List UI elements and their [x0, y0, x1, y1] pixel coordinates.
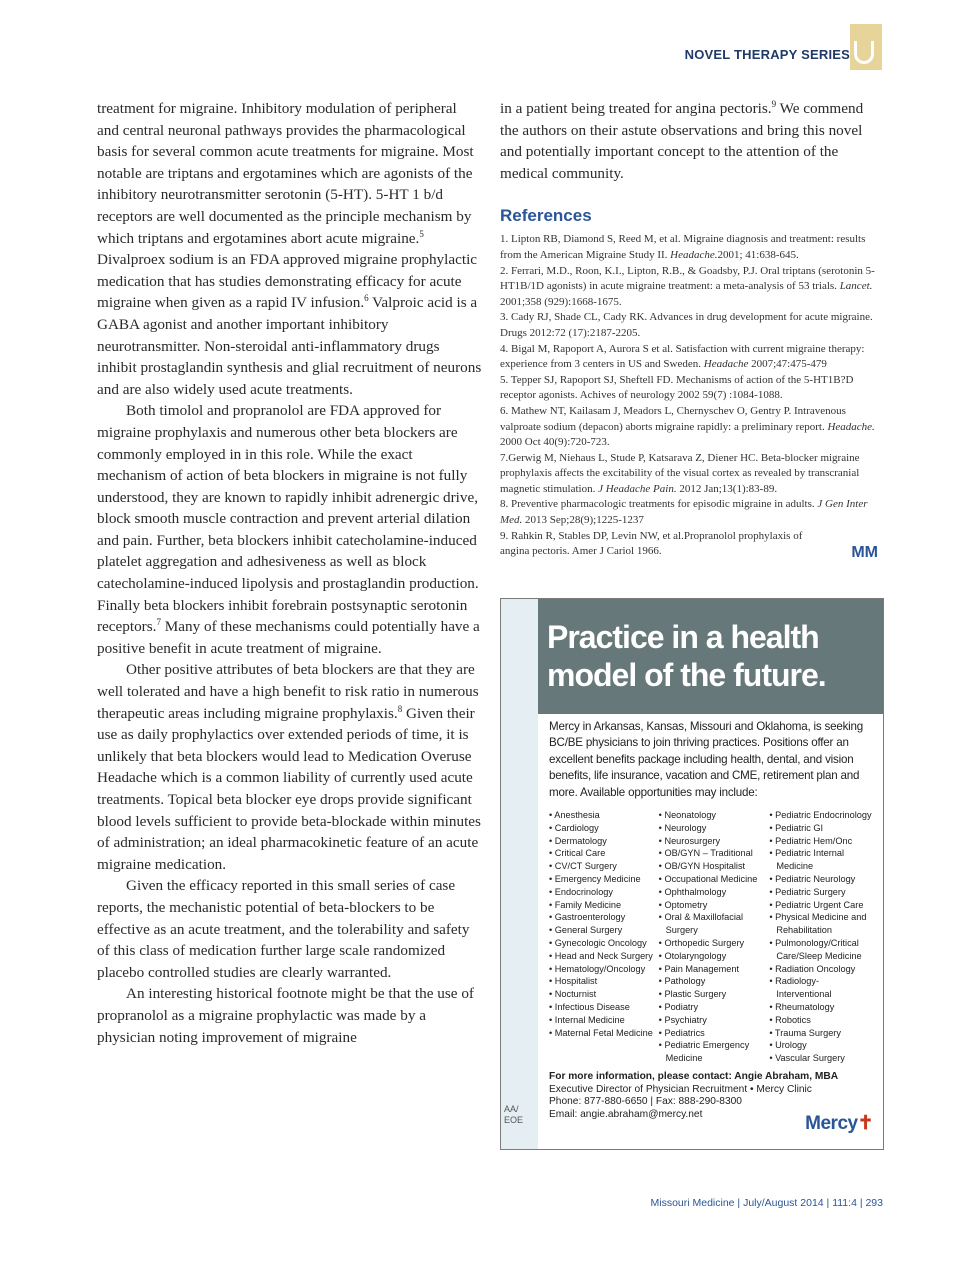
specialty-label: Trauma Surgery	[774, 1027, 841, 1038]
bullet-icon: •	[658, 861, 665, 872]
specialty-label: Psychiatry	[664, 1014, 707, 1025]
specialty-item	[549, 835, 659, 848]
specialty-item	[659, 886, 770, 899]
specialty-item	[549, 1014, 659, 1027]
reference-item: 5. Tepper SJ, Rapoport SJ, Sheftell FD. Mechanisms of action of the 5-HT1B?D receptor agonists. Achives of neurology 2002 59(7) :1084-1088.	[500, 373, 854, 402]
bullet-icon: •	[658, 989, 665, 1000]
specialty-item	[769, 975, 875, 1001]
bullet-icon: •	[769, 1014, 776, 1025]
bullet-icon: •	[658, 950, 665, 961]
specialty-item	[769, 847, 875, 873]
bullet-icon: •	[549, 848, 555, 859]
specialty-item	[659, 847, 770, 860]
ad-sidebar	[501, 599, 538, 1149]
specialty-label: Dermatology	[554, 835, 607, 846]
specialty-label: Pathology	[664, 976, 706, 987]
bullet-icon: •	[549, 874, 555, 885]
specialty-label: OB/GYN – Traditional	[664, 848, 753, 859]
specialty-label: General Surgery	[554, 925, 623, 936]
specialty-item	[549, 988, 659, 1001]
specialty-item	[769, 873, 875, 886]
specialty-item	[659, 937, 770, 950]
page-footer: Missouri Medicine | July/August 2014 | 111:4 | 293	[650, 1197, 883, 1209]
specialty-label: Cardiology	[554, 822, 599, 833]
specialty-label: Plastic Surgery	[664, 989, 727, 1000]
bullet-icon: •	[549, 1001, 555, 1012]
specialty-item	[549, 847, 659, 860]
specialty-label: Neurology	[664, 822, 707, 833]
specialty-label: Pediatric Emergency Medicine	[664, 1040, 750, 1064]
specialty-item	[769, 1052, 875, 1065]
left-column	[97, 98, 482, 1048]
specialty-column-1	[549, 809, 659, 1065]
bullet-icon: •	[769, 963, 776, 974]
bullet-icon: •	[658, 810, 665, 821]
specialty-item	[769, 899, 875, 912]
bullet-icon: •	[658, 938, 665, 948]
bullet-icon: •	[549, 899, 555, 910]
bullet-icon: •	[658, 1027, 665, 1038]
mercy-cross-icon: ✝	[857, 1113, 873, 1134]
bullet-icon: •	[658, 912, 665, 923]
bullet-icon: •	[658, 1001, 665, 1012]
specialty-item	[659, 1014, 770, 1027]
specialty-label: Neonatology	[664, 810, 717, 821]
specialty-item	[659, 835, 770, 848]
specialty-label: Family Medicine	[554, 899, 622, 910]
specialty-label: Radiation Oncology	[775, 963, 856, 974]
contact-heading: For more information, please contact: Angie Abraham, MBA	[549, 1070, 839, 1082]
specialty-item	[549, 950, 659, 963]
specialty-item	[659, 975, 770, 988]
specialty-item	[549, 1027, 659, 1040]
specialty-item	[659, 873, 770, 886]
specialty-label: Radiology- Interventional	[775, 976, 832, 1000]
specialty-label: Podiatry	[664, 1001, 699, 1012]
specialty-label: Vascular Surgery	[775, 1053, 845, 1064]
specialty-item	[659, 822, 770, 835]
bullet-icon: •	[549, 861, 555, 872]
bullet-icon: •	[769, 938, 776, 948]
bullet-icon: •	[769, 1053, 776, 1064]
specialty-label: Pain Management	[664, 963, 740, 974]
ad-intro: Mercy in Arkansas, Kansas, Missouri and Oklahoma, is seeking BC/BE physicians to join thriving practices. Positions offer an excellent benefits package including health, dental, and vision benefits, life insurance, vacation and CME, retirement plan and more. Available opportunities may include:	[549, 720, 864, 799]
specialty-label: Neurosurgery	[664, 835, 721, 846]
specialty-label: Pulmonology/Critical Care/Sleep Medicine	[775, 938, 862, 961]
specialty-item	[769, 963, 875, 976]
bullet-icon: •	[549, 835, 555, 846]
specialty-label: Optometry	[664, 899, 708, 910]
reference-item: 3. Cady RJ, Shade CL, Cady RK. Advances in drug development for acute migraine. Drugs 2012:72 (17):2187-2205.	[500, 311, 873, 339]
specialty-label: Anesthesia	[554, 810, 600, 821]
reference-item: 8. Preventive pharmacologic treatments for episodic migraine in adults. J Gen Inter Med. 2013 Sep;28(9);1225-1237	[500, 498, 868, 527]
paragraph-5: An interesting historical footnote might be that the use of propranolol as a migraine prophylactic was made by a physician noting improvement of migraine	[97, 985, 474, 1046]
specialty-label: Physical Medicine and Rehabilitation	[775, 912, 867, 936]
specialty-label: Endocrinology	[554, 886, 614, 897]
specialty-label: Infectious Disease	[554, 1001, 630, 1012]
bullet-icon: •	[549, 963, 555, 974]
bullet-icon: •	[769, 886, 776, 897]
specialty-label: Orthopedic Surgery	[664, 938, 745, 948]
specialty-item	[769, 886, 875, 899]
bullet-icon: •	[549, 886, 555, 897]
specialty-column-3	[769, 809, 875, 1065]
specialty-item	[659, 950, 770, 963]
ad-headline-banner	[538, 599, 883, 714]
paragraph-2: Both timolol and propranolol are FDA approved for migraine prophylaxis and numerous other beta blockers are commonly employed in in this role. While the exact mechanism of action of beta blockers in migraine is not fully understood, they are known to rapidly inhibit adrenergic drive, block smooth muscle contraction and prevent arterial dilation and pain. Further, beta blockers inhibit catecholamine-induced platelet aggregation and adhesiveness as well as block catecholamine-induced lipolysis and prostaglandin production. Finally beta blockers inhibit forebrain postsynaptic serotonin receptors.$^7$ Many of these mechanisms could potentially have a positive benefit in acute treatment of migraine.	[97, 402, 480, 657]
specialty-item	[549, 963, 659, 976]
specialty-label: Otolaryngology	[664, 950, 727, 961]
specialty-item	[549, 860, 659, 873]
specialty-item	[769, 937, 875, 963]
reference-item: 2. Ferrari, M.D., Roon, K.I., Lipton, R.B., & Goadsby, P.J. Oral triptans (serotonin 5-HT1B/1D agonists) in acute migraine treatment: a meta-analysis of 53 trials. Lancet. 2001;358 (929):1668-1675.	[500, 264, 875, 308]
contact-email: Email: angie.abraham@mercy.net	[549, 1108, 703, 1120]
bullet-icon: •	[658, 835, 665, 846]
references-list	[500, 232, 884, 559]
specialty-item	[769, 835, 875, 848]
series-label: NOVEL THERAPY SERIES	[684, 47, 850, 62]
specialty-item	[549, 822, 659, 835]
specialty-item	[549, 975, 659, 988]
specialty-label: Internal Medicine	[554, 1014, 625, 1025]
specialty-label: Head and Neck Surgery	[554, 950, 653, 961]
specialty-label: Pediatric GI	[775, 822, 824, 833]
specialty-item	[769, 1027, 875, 1040]
bullet-icon: •	[658, 848, 665, 859]
specialty-item	[769, 822, 875, 835]
bullet-icon: •	[658, 899, 665, 910]
specialty-label: CV/CT Surgery	[554, 861, 617, 872]
specialty-item	[549, 886, 659, 899]
specialty-label: Occupational Medicine	[664, 874, 758, 885]
bullet-icon: •	[549, 989, 555, 1000]
specialty-item	[659, 1027, 770, 1040]
paragraph-1: treatment for migraine. Inhibitory modulation of peripheral and central neuronal pathways provides the pharmacological basis for several common acute treatments for migraine. Most notable are triptans and ergotamines which are agonists of the inhibitory neurotransmitter serotonin (5-HT). 5-HT 1 b/d receptors are well documented as the principle mechanism by which triptans and ergotamines abort acute migraine.$^5$ Divalproex sodium is an FDA approved migraine prophylactic medication that has studies demonstrating efficacy for acute migraine when given as a rapid IV infusion.$^6$ Valproic acid is a GABA agonist and another important inhibitory neurotransmitter. Non-steroidal anti-inflammatory drugs inhibit prostaglandin synthesis and glial recruitment of neurons and are also widely used acute treatments.	[97, 100, 482, 398]
specialty-label: Gastroenterology	[554, 912, 626, 923]
specialty-item	[549, 937, 659, 950]
bullet-icon: •	[549, 912, 555, 923]
series-logo-icon	[850, 24, 882, 70]
specialty-column-2	[659, 809, 770, 1065]
specialty-label: Robotics	[775, 1014, 811, 1025]
specialty-label: Nocturnist	[554, 989, 597, 1000]
bullet-icon: •	[769, 848, 776, 859]
bullet-icon: •	[658, 963, 665, 974]
specialty-label: Pediatric Urgent Care	[775, 899, 864, 910]
specialty-item	[549, 924, 659, 937]
specialty-label: Pediatric Surgery	[775, 886, 846, 897]
specialty-label: Urology	[775, 1040, 807, 1051]
specialty-item	[549, 1001, 659, 1014]
bullet-icon: •	[769, 976, 776, 987]
specialty-item	[769, 1039, 875, 1052]
reference-item: 4. Bigal M, Rapoport A, Aurora S et al. Satisfaction with current migraine therapy: experience from 3 centers in US and Sweden. Headache 2007;47:475-479	[500, 342, 865, 371]
specialty-item	[769, 1001, 875, 1014]
bullet-icon: •	[549, 1027, 555, 1038]
bullet-icon: •	[769, 822, 776, 833]
bullet-icon: •	[549, 976, 555, 987]
specialty-label: Hospitalist	[554, 976, 598, 987]
reference-item: 9. Rahkin R, Stables DP, Levin NW, et al.Propranolol prophylaxis of angina pectoris. Amer J Cariol 1966.	[500, 529, 803, 558]
paragraph-3: Other positive attributes of beta blockers are that they are well tolerated and have a high benefit to risk ratio in numerous therapeutic areas including migraine prophylaxis.$^8$ Given their use as daily prophylactics over extended periods of time, it is unlikely that beta blockers would lead to Medication Overuse Headache which is a common liability of currently used acute treatments. Topical beta blocker eye drops provide significant blood levels sufficient to provide beta-blockade within minutes of administration; an ideal pharmacokinetic feature of an acute migraine medication.	[97, 661, 481, 873]
specialty-label: Pediatric Hem/Onc	[775, 835, 853, 846]
specialty-item	[549, 809, 659, 822]
bullet-icon: •	[769, 810, 776, 821]
reference-item: 7.Gerwig M, Niehaus L, Stude P, Katsarava Z, Diener HC. Beta-blocker migraine prophylaxis affects the excitability of the visual cortex as revealed by transcranial magnetic stimulation. J Headache Pain. 2012 Jan;13(1):83-89.	[500, 451, 860, 495]
bullet-icon: •	[769, 1027, 775, 1038]
specialty-item	[769, 911, 875, 937]
specialty-label: Critical Care	[554, 848, 606, 859]
ad-headline: Practice in a health model of the future.	[547, 619, 826, 693]
reference-item: 6. Mathew NT, Kailasam J, Meadors L, Chernyschev O, Gentry P. Intravenous valproate sodium (depacon) aborts migraine rapidly: a preliminary report. Headache. 2000 Oct 40(9):720-723.	[500, 404, 875, 449]
bullet-icon: •	[769, 1001, 776, 1012]
specialty-label: Ophthalmology	[664, 886, 727, 897]
bullet-icon: •	[769, 899, 776, 910]
specialty-item	[769, 809, 875, 822]
contact-phone: Phone: 877-880-6650 | Fax: 888-290-8300	[549, 1096, 742, 1108]
bullet-icon: •	[658, 874, 665, 885]
mercy-logo: Mercy✝	[805, 1113, 873, 1134]
specialty-item	[659, 1001, 770, 1014]
specialty-label: Rheumatology	[775, 1001, 835, 1012]
bullet-icon: •	[658, 1014, 665, 1025]
references-heading: References	[500, 206, 592, 226]
bullet-icon: •	[549, 938, 555, 948]
contact-title: Executive Director of Physician Recruitment • Mercy Clinic	[549, 1083, 812, 1095]
specialty-item	[659, 809, 770, 822]
bullet-icon: •	[549, 822, 555, 833]
specialty-label: Maternal Fetal Medicine	[554, 1027, 653, 1038]
bullet-icon: •	[769, 835, 776, 846]
specialty-lists	[549, 809, 875, 1065]
series-header	[685, 24, 882, 70]
ad-body	[549, 719, 875, 1121]
aa-eoe-label: AA/ EOE	[504, 1104, 524, 1125]
bullet-icon: •	[549, 925, 555, 936]
specialty-label: Pediatric Internal Medicine	[775, 848, 845, 872]
specialty-item	[549, 873, 659, 886]
specialty-item	[659, 1039, 770, 1065]
specialty-label: OB/GYN Hospitalist	[664, 861, 746, 872]
mercy-advertisement	[500, 598, 884, 1150]
reference-item: 1. Lipton RB, Diamond S, Reed M, et al. Migraine diagnosis and treatment: results from the American Migraine Study II. Headache.2001; 41:638-645.	[500, 233, 866, 261]
bullet-icon: •	[549, 1014, 555, 1025]
specialty-item	[659, 911, 770, 937]
end-mark: MM	[851, 543, 878, 561]
bullet-icon: •	[549, 810, 555, 821]
specialty-item	[769, 1014, 875, 1027]
paragraph-4: Given the efficacy reported in this small series of case reports, the mechanistic potential of beta-blockers to be effective as an acute treatment, and the tolerability and safety of this class of medication further large scale randomized placebo controlled studies are clearly warranted.	[97, 877, 470, 981]
right-column	[500, 98, 884, 560]
specialty-item	[659, 899, 770, 912]
specialty-item	[549, 911, 659, 924]
bullet-icon: •	[658, 976, 665, 987]
specialty-item	[659, 963, 770, 976]
bullet-icon: •	[658, 1040, 665, 1051]
specialty-label: Oral & Maxillofacial Surgery	[664, 912, 744, 936]
specialty-item	[659, 988, 770, 1001]
specialty-item	[659, 860, 770, 873]
specialty-item	[549, 899, 659, 912]
paragraph-6: in a patient being treated for angina pectoris.$^9$ We commend the authors on their astute observations and bring this novel and potentially important concept to the attention of the medical community.	[500, 98, 864, 182]
specialty-label: Emergency Medicine	[554, 874, 641, 885]
bullet-icon: •	[658, 822, 665, 833]
bullet-icon: •	[769, 874, 776, 885]
bullet-icon: •	[658, 886, 665, 897]
specialty-label: Gynecologic Oncology	[554, 938, 647, 948]
specialty-label: Hematology/Oncology	[554, 963, 646, 974]
specialty-label: Pediatrics	[664, 1027, 705, 1038]
specialty-label: Pediatric Endocrinology	[775, 810, 872, 821]
bullet-icon: •	[769, 1040, 776, 1051]
specialty-label: Pediatric Neurology	[775, 874, 856, 885]
bullet-icon: •	[549, 950, 555, 961]
bullet-icon: •	[769, 912, 776, 923]
